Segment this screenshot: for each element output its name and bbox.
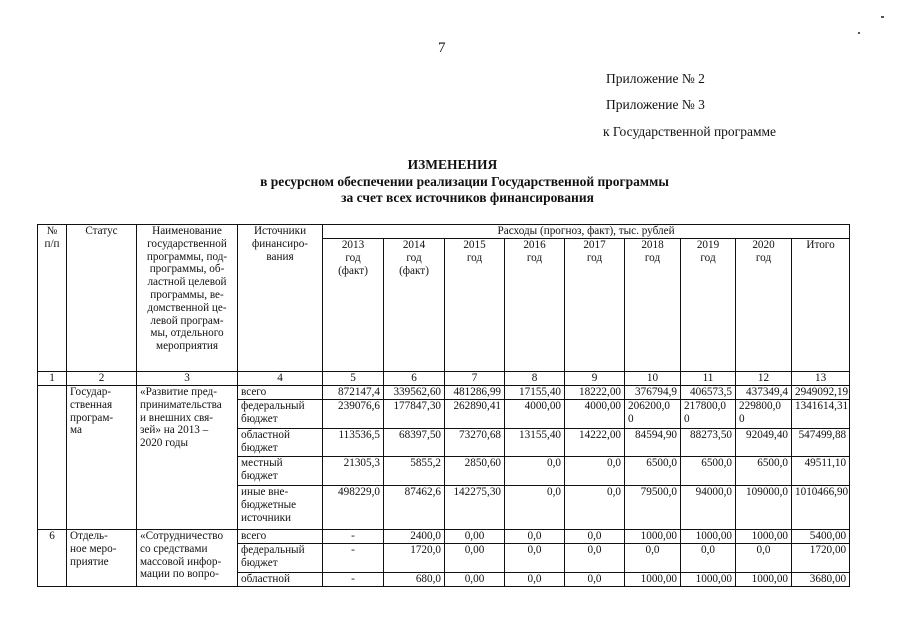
page-number: 7 (438, 40, 446, 56)
source-cell: всего (238, 386, 323, 400)
col-number: 6 (384, 372, 445, 386)
value-cell: 229800,0 0 (736, 400, 792, 429)
value-cell: 49511,10 (792, 457, 850, 486)
value-cell: 339562,60 (384, 386, 445, 400)
value-cell: 872147,4 (323, 386, 384, 400)
value-cell: 1000,00 (736, 530, 792, 544)
row-num (38, 386, 67, 530)
value-cell: 1000,00 (625, 530, 681, 544)
col-number: 1 (38, 372, 67, 386)
value-cell: 94000,0 (681, 486, 736, 530)
value-cell: - (323, 544, 384, 573)
value-cell: 262890,41 (445, 400, 505, 429)
source-cell: местный бюджет (238, 457, 323, 486)
header-num: № п/п (38, 225, 67, 372)
value-cell: 4000,00 (565, 400, 625, 429)
value-cell: 0,0 (736, 544, 792, 573)
value-cell: 0,0 (505, 573, 565, 587)
value-cell: 0,0 (625, 544, 681, 573)
source-cell: всего (238, 530, 323, 544)
value-cell: - (323, 530, 384, 544)
value-cell: 481286,99 (445, 386, 505, 400)
value-cell: 73270,68 (445, 429, 505, 457)
source-cell: федеральный бюджет (238, 544, 323, 573)
value-cell: 177847,30 (384, 400, 445, 429)
value-cell: 4000,00 (505, 400, 565, 429)
header-year-2016: 2016 год (505, 239, 565, 372)
value-cell: 0,0 (505, 486, 565, 530)
value-cell: 406573,5 (681, 386, 736, 400)
value-cell: 0,0 (681, 544, 736, 573)
value-cell: 87462,6 (384, 486, 445, 530)
value-cell: 79500,0 (625, 486, 681, 530)
col-number: 12 (736, 372, 792, 386)
value-cell: 13155,40 (505, 429, 565, 457)
value-cell: 437349,4 (736, 386, 792, 400)
value-cell: 142275,30 (445, 486, 505, 530)
source-cell: иные вне- бюджетные источники (238, 486, 323, 530)
row-status: Государ- ственная програм- ма (67, 386, 137, 530)
value-cell: 1010466,90 (792, 486, 850, 530)
header-year-2020: 2020 год (736, 239, 792, 372)
col-number: 8 (505, 372, 565, 386)
row-status: Отдель- ное меро- приятие (67, 530, 137, 587)
column-number-row (38, 372, 850, 386)
header-year-2017: 2017 год (565, 239, 625, 372)
header-name: Наименование государственной программы, под- программы, об- ластной целевой программы, ве- домственной це- левой програм- мы, отдельного мероприятия (137, 225, 238, 372)
header-expenses: Расходы (прогноз, факт), тыс. рублей (323, 225, 850, 239)
source-cell: федеральный бюджет (238, 400, 323, 429)
value-cell: 0,0 (565, 486, 625, 530)
value-cell: 239076,6 (323, 400, 384, 429)
row-activity-name: «Сотрудничество со средствами массовой инфор- мации по вопро- (137, 530, 238, 587)
header-year-2013: 2013 год (факт) (323, 239, 384, 372)
col-number: 7 (445, 372, 505, 386)
value-cell: 1000,00 (681, 573, 736, 587)
table-row (38, 386, 850, 400)
value-cell: 1720,00 (792, 544, 850, 573)
appendix-line-3: к Государственной программе (603, 124, 777, 139)
table-row (38, 530, 850, 544)
col-number: 3 (137, 372, 238, 386)
speck-mark-2 (858, 32, 860, 34)
header-year-2019: 2019 год (681, 239, 736, 372)
value-cell: 2850,60 (445, 457, 505, 486)
header-sources: Источники финансиро- вания (238, 225, 323, 372)
value-cell: 0,0 (505, 544, 565, 573)
value-cell: 0,0 (505, 457, 565, 486)
value-cell: 1000,00 (625, 573, 681, 587)
value-cell: 1720,0 (384, 544, 445, 573)
value-cell: 0,00 (445, 544, 505, 573)
col-number: 5 (323, 372, 384, 386)
value-cell: 0,0 (565, 544, 625, 573)
header-year-2018: 2018 год (625, 239, 681, 372)
value-cell: 84594,90 (625, 429, 681, 457)
header-year-2015: 2015 год (445, 239, 505, 372)
title-line-3: за счет всех источников финансирования (341, 190, 594, 205)
value-cell: 21305,3 (323, 457, 384, 486)
title-line-1: ИЗМЕНЕНИЯ (407, 157, 498, 172)
value-cell: 14222,00 (565, 429, 625, 457)
source-cell: областной (238, 573, 323, 587)
title-line-2: в ресурсном обеспечении реализации Государственной программы (260, 174, 669, 189)
value-cell: 376794,9 (625, 386, 681, 400)
col-number: 13 (792, 372, 850, 386)
speck-mark-1 (881, 16, 884, 18)
row-num: 6 (38, 530, 67, 587)
finance-table (37, 224, 850, 587)
value-cell: 2400,0 (384, 530, 445, 544)
value-cell: 2949092,19 (792, 386, 850, 400)
header-status: Статус (67, 225, 137, 372)
value-cell: 6500,0 (681, 457, 736, 486)
header-year-2014: 2014 год (факт) (384, 239, 445, 372)
value-cell: 1000,00 (681, 530, 736, 544)
value-cell: 3680,00 (792, 573, 850, 587)
value-cell: 109000,0 (736, 486, 792, 530)
value-cell: 1341614,31 (792, 400, 850, 429)
col-number: 4 (238, 372, 323, 386)
value-cell: 0,0 (565, 530, 625, 544)
value-cell: 0,0 (565, 573, 625, 587)
header-total: Итого (792, 239, 850, 372)
value-cell: 1000,00 (736, 573, 792, 587)
value-cell: 0,0 (505, 530, 565, 544)
value-cell: 547499,88 (792, 429, 850, 457)
appendix-line-2: Приложение № 3 (606, 97, 705, 112)
value-cell: 68397,50 (384, 429, 445, 457)
value-cell: 680,0 (384, 573, 445, 587)
value-cell: 92049,40 (736, 429, 792, 457)
value-cell: 5400,00 (792, 530, 850, 544)
value-cell: 0,00 (445, 530, 505, 544)
col-number: 2 (67, 372, 137, 386)
value-cell: 18222,00 (565, 386, 625, 400)
col-number: 10 (625, 372, 681, 386)
value-cell: 498229,0 (323, 486, 384, 530)
col-number: 11 (681, 372, 736, 386)
value-cell: 17155,40 (505, 386, 565, 400)
value-cell: 88273,50 (681, 429, 736, 457)
value-cell: 0,0 (565, 457, 625, 486)
value-cell: 113536,5 (323, 429, 384, 457)
value-cell: - (323, 573, 384, 587)
value-cell: 0,00 (445, 573, 505, 587)
row-program-name: «Развитие пред- принимательства и внешних свя- зей» на 2013 – 2020 годы (137, 386, 238, 530)
value-cell: 6500,0 (625, 457, 681, 486)
value-cell: 217800,0 0 (681, 400, 736, 429)
value-cell: 206200,0 0 (625, 400, 681, 429)
source-cell: областной бюджет (238, 429, 323, 457)
appendix-line-1: Приложение № 2 (606, 71, 705, 86)
value-cell: 5855,2 (384, 457, 445, 486)
value-cell: 6500,0 (736, 457, 792, 486)
col-number: 9 (565, 372, 625, 386)
